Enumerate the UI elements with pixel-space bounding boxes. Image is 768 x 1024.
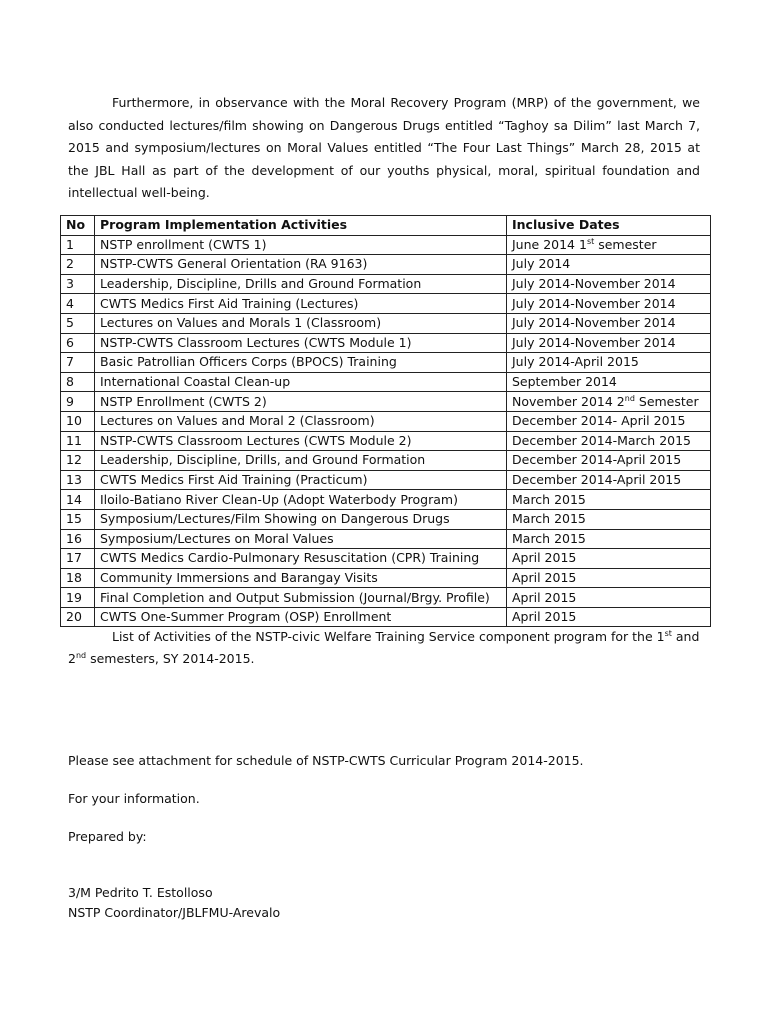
row-activity: Symposium/Lectures on Moral Values <box>95 529 507 549</box>
row-number: 4 <box>61 294 95 314</box>
row-dates <box>507 451 711 471</box>
row-number: 10 <box>61 411 95 431</box>
table-row <box>61 333 711 353</box>
dates-text: December 2014-March 2015 <box>512 432 692 448</box>
row-dates <box>507 431 711 451</box>
dates-text: April 2015 <box>512 569 577 585</box>
table-row <box>61 255 711 275</box>
dates-text: April 2015 <box>512 550 577 566</box>
row-dates <box>507 607 711 627</box>
row-activity: International Coastal Clean-up <box>95 372 507 392</box>
row-number: 12 <box>61 451 95 471</box>
table-row <box>61 411 711 431</box>
row-activity: Lectures on Values and Morals 1 (Classroom) <box>95 313 507 333</box>
row-number: 17 <box>61 549 95 569</box>
dates-text-suffix: Semester <box>634 393 699 409</box>
row-activity: Leadership, Discipline, Drills, and Ground Formation <box>95 451 507 471</box>
dates-text: July 2014-April 2015 <box>512 354 639 370</box>
header-activity: Program Implementation Activities <box>95 216 507 236</box>
info-note: For your information. <box>68 791 200 806</box>
row-dates <box>507 509 711 529</box>
dates-text: July 2014-November 2014 <box>512 334 676 350</box>
row-activity: Community Immersions and Barangay Visits <box>95 568 507 588</box>
table-row <box>61 313 711 333</box>
dates-text: September 2014 <box>512 374 617 390</box>
row-activity: Basic Patrollian Officers Corps (BPOCS) Training <box>95 353 507 373</box>
row-number: 11 <box>61 431 95 451</box>
table-row <box>61 353 711 373</box>
table-row <box>61 294 711 314</box>
dates-text: July 2014 <box>512 256 571 272</box>
row-activity: CWTS One-Summer Program (OSP) Enrollment <box>95 607 507 627</box>
row-dates <box>507 313 711 333</box>
attachment-note: Please see attachment for schedule of NSTP-CWTS Curricular Program 2014-2015. <box>68 753 584 768</box>
row-activity: NSTP enrollment (CWTS 1) <box>95 235 507 255</box>
table-caption <box>68 626 700 670</box>
row-dates <box>507 255 711 275</box>
row-number: 19 <box>61 588 95 608</box>
row-number: 8 <box>61 372 95 392</box>
row-number: 6 <box>61 333 95 353</box>
table-row <box>61 431 711 451</box>
row-activity: NSTP Enrollment (CWTS 2) <box>95 392 507 412</box>
row-number: 20 <box>61 607 95 627</box>
dates-text: March 2015 <box>512 511 586 527</box>
dates-ordinal-suffix: st <box>586 236 595 246</box>
row-dates <box>507 294 711 314</box>
caption-sup-2: nd <box>75 650 87 660</box>
row-dates <box>507 392 711 412</box>
caption-text-4: semesters, SY 2014-2015. <box>86 651 255 666</box>
row-dates <box>507 529 711 549</box>
dates-text: July 2014-November 2014 <box>512 295 676 311</box>
row-activity: Lectures on Values and Moral 2 (Classroom) <box>95 411 507 431</box>
dates-ordinal-suffix: nd <box>624 393 635 403</box>
row-activity: NSTP-CWTS Classroom Lectures (CWTS Module 2) <box>95 431 507 451</box>
dates-text: November 2014 2 <box>512 393 625 409</box>
signatory-title: NSTP Coordinator/JBLFMU-Arevalo <box>68 905 281 920</box>
row-dates <box>507 490 711 510</box>
dates-text: July 2014-November 2014 <box>512 276 676 292</box>
row-number: 5 <box>61 313 95 333</box>
row-dates <box>507 588 711 608</box>
table-row <box>61 372 711 392</box>
dates-text-suffix: semester <box>594 236 657 252</box>
table-header-row <box>61 216 711 236</box>
caption-text-3: 2 <box>68 651 76 666</box>
dates-text: March 2015 <box>512 491 586 507</box>
row-activity: Iloilo-Batiano River Clean-Up (Adopt Waterbody Program) <box>95 490 507 510</box>
row-activity: Symposium/Lectures/Film Showing on Dangerous Drugs <box>95 509 507 529</box>
table-row <box>61 470 711 490</box>
header-dates: Inclusive Dates <box>507 216 711 236</box>
table-row <box>61 235 711 255</box>
row-activity: Final Completion and Output Submission (Journal/Brgy. Profile) <box>95 588 507 608</box>
prepared-by-label: Prepared by: <box>68 829 147 844</box>
intro-paragraph: Furthermore, in observance with the Moral Recovery Program (MRP) of the government, we also conducted lectures/film showing on Dangerous Drugs entitled “Taghoy sa Dilim” last March 7, 2015 and symposium/lectures on Moral Values entitled “The Four Last Things” March 28, 2015 at the JBL Hall as part of the development of our youths physical, moral, spiritual foundation and intellectual well-being. <box>68 95 700 200</box>
table-row <box>61 588 711 608</box>
dates-text: December 2014- April 2015 <box>512 413 686 429</box>
table-row <box>61 568 711 588</box>
table-row <box>61 607 711 627</box>
caption-text-1: List of Activities of the NSTP-civic Welfare Training Service component program for the 1 <box>112 629 665 644</box>
table-row <box>61 274 711 294</box>
row-dates <box>507 411 711 431</box>
row-dates <box>507 333 711 353</box>
dates-text: June 2014 1 <box>512 236 587 252</box>
row-activity: NSTP-CWTS General Orientation (RA 9163) <box>95 255 507 275</box>
signatory-name: 3/M Pedrito T. Estolloso <box>68 885 213 900</box>
header-no: No <box>61 216 95 236</box>
dates-text: July 2014-November 2014 <box>512 315 676 331</box>
row-dates <box>507 549 711 569</box>
dates-text: December 2014-April 2015 <box>512 472 682 488</box>
row-number: 13 <box>61 470 95 490</box>
table-row <box>61 392 711 412</box>
caption-sup-1: st <box>664 628 672 638</box>
row-dates <box>507 372 711 392</box>
row-number: 2 <box>61 255 95 275</box>
row-number: 16 <box>61 529 95 549</box>
dates-text: April 2015 <box>512 589 577 605</box>
row-number: 14 <box>61 490 95 510</box>
row-activity: NSTP-CWTS Classroom Lectures (CWTS Module 1) <box>95 333 507 353</box>
caption-text-2: and <box>671 629 700 644</box>
table-row <box>61 490 711 510</box>
row-number: 3 <box>61 274 95 294</box>
row-number: 18 <box>61 568 95 588</box>
row-dates <box>507 470 711 490</box>
row-activity: CWTS Medics Cardio-Pulmonary Resuscitation (CPR) Training <box>95 549 507 569</box>
table-row <box>61 549 711 569</box>
dates-text: December 2014-April 2015 <box>512 452 682 468</box>
dates-text: March 2015 <box>512 530 586 546</box>
row-dates <box>507 568 711 588</box>
row-number: 9 <box>61 392 95 412</box>
table-row <box>61 529 711 549</box>
row-dates <box>507 274 711 294</box>
row-activity: CWTS Medics First Aid Training (Practicum) <box>95 470 507 490</box>
table-row <box>61 451 711 471</box>
row-activity: CWTS Medics First Aid Training (Lectures) <box>95 294 507 314</box>
table-row <box>61 509 711 529</box>
row-number: 7 <box>61 353 95 373</box>
row-number: 1 <box>61 235 95 255</box>
row-activity: Leadership, Discipline, Drills and Ground Formation <box>95 274 507 294</box>
activities-table <box>60 215 711 627</box>
row-dates <box>507 235 711 255</box>
dates-text: April 2015 <box>512 609 577 625</box>
row-number: 15 <box>61 509 95 529</box>
row-dates <box>507 353 711 373</box>
